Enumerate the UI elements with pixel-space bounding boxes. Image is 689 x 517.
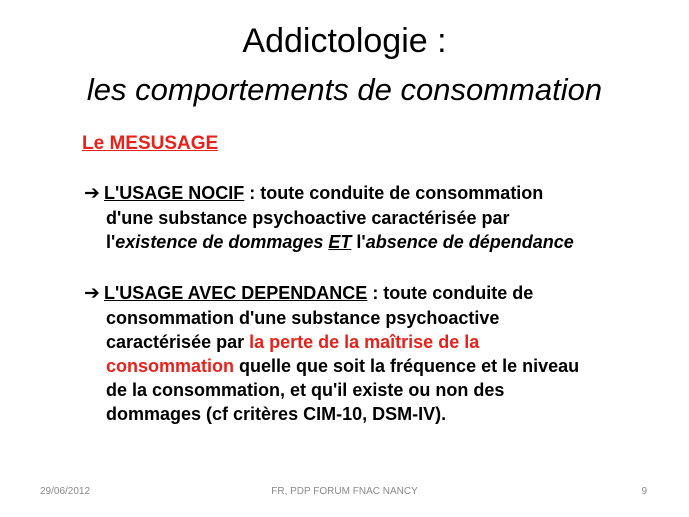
bullet-line <box>84 230 644 254</box>
bullet-line <box>84 354 644 378</box>
footer-date: 29/06/2012 <box>40 486 91 497</box>
emphasis-et: ET <box>328 232 352 252</box>
bullet-text: d'une substance psychoactive caractérisée par <box>106 208 510 228</box>
bullet-text: l' <box>351 232 366 252</box>
bullet-text: consommation d'une substance psychoactive <box>106 308 500 328</box>
highlight-text: consommation <box>106 356 235 376</box>
term-usage-dependance: L'USAGE AVEC DEPENDANCE <box>104 283 368 303</box>
arrow-icon: ➔ <box>84 283 100 304</box>
bullet-text: de la consommation, et qu'il existe ou non des <box>106 380 505 400</box>
bullet-line <box>84 181 644 206</box>
bullet-text: : toute conduite de consommation <box>244 183 544 203</box>
bullet-line <box>84 330 644 354</box>
section-heading: Le MESUSAGE <box>82 133 219 154</box>
bullet-text: quelle que soit la fréquence et le niveau <box>234 356 580 376</box>
footer-center-text: FR, PDP FORUM FNAC NANCY <box>271 486 418 497</box>
term-usage-nocif: L'USAGE NOCIF <box>104 183 245 203</box>
italic-text: absence de dépendance <box>365 232 574 252</box>
bullet-usage-dependance <box>84 281 644 426</box>
arrow-icon: ➔ <box>84 183 100 204</box>
bullet-text: l' <box>106 232 116 252</box>
slide-subtitle: les comportements de consommation <box>86 72 603 107</box>
bullet-line <box>84 281 644 306</box>
italic-text: existence de dommages <box>115 232 329 252</box>
slide-title: Addictologie : <box>242 22 447 60</box>
bullet-text: : toute conduite de <box>367 283 534 303</box>
highlight-text: la perte de la maîtrise de la <box>249 332 480 352</box>
footer-page-number: 9 <box>641 486 647 497</box>
bullet-text: dommages (cf critères CIM-10, DSM-IV). <box>106 404 447 424</box>
bullet-text: caractérisée par <box>106 332 250 352</box>
bullet-usage-nocif <box>84 181 644 254</box>
